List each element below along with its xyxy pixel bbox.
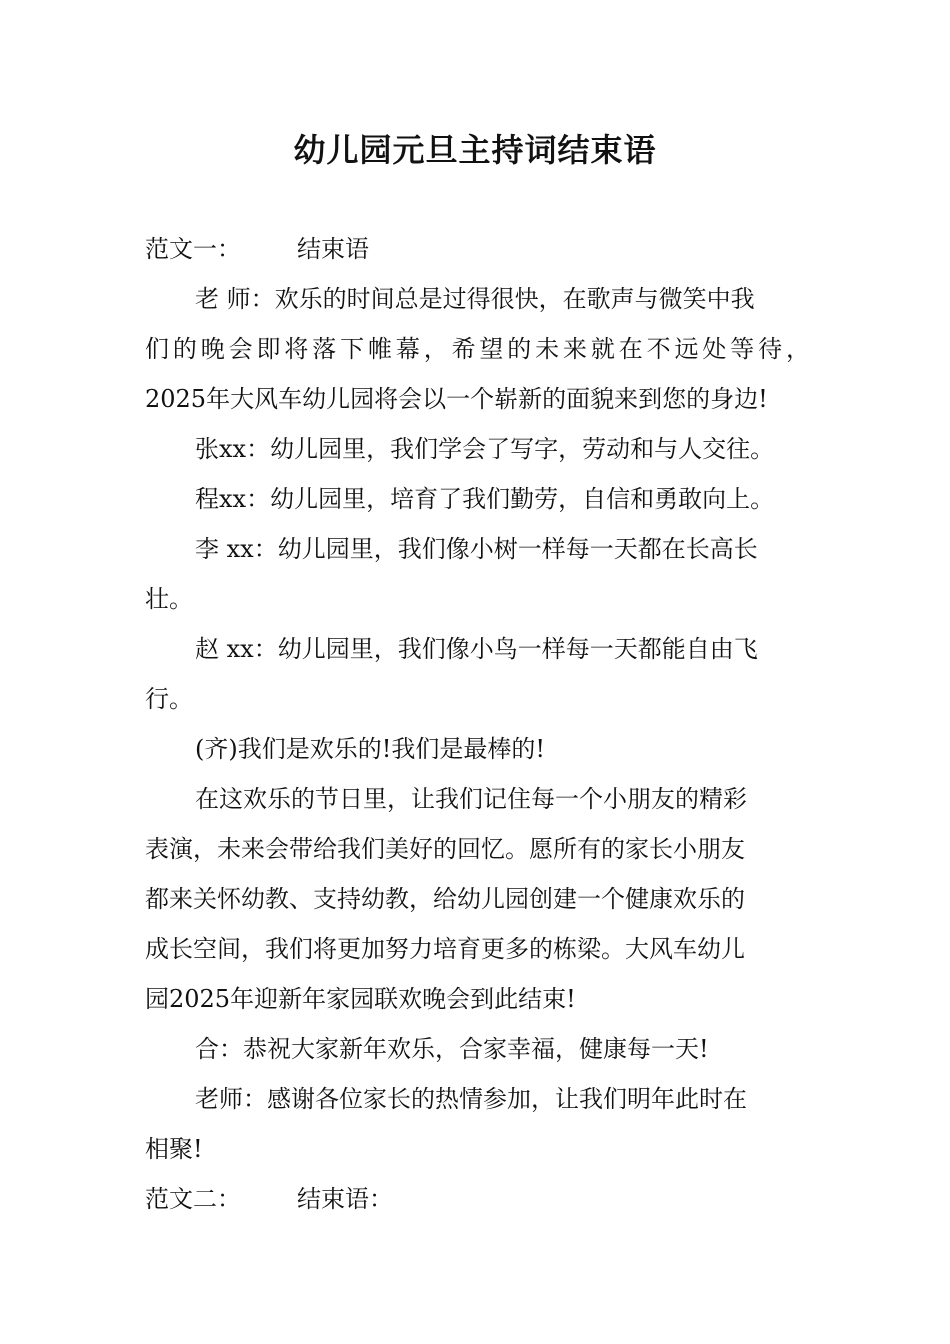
section-heading-2 <box>145 1174 810 1224</box>
paragraph-line: 们的晚会即将落下帷幕，希望的未来就在不远处等待， <box>145 335 810 363</box>
paragraph-line: 张xx：幼儿园里，我们学会了写字，劳动和与人交往。 <box>195 435 775 463</box>
paragraph-line: 壮。 <box>145 585 193 613</box>
paragraph-line: 2025年大风车幼儿园将会以一个崭新的面貌来到您的身边! <box>145 385 768 413</box>
paragraph-line: 合：恭祝大家新年欢乐，合家幸福，健康每一天! <box>195 1035 709 1063</box>
paragraph-line: 园2025年迎新年家园联欢晚会到此结束! <box>145 985 576 1013</box>
section-heading-1 <box>145 224 810 274</box>
paragraph-line: 都来关怀幼教、支持幼教，给幼儿园创建一个健康欢乐的 <box>145 885 745 913</box>
document-body <box>145 224 810 1224</box>
paragraph-line: 李 xx：幼儿园里，我们像小树一样每一天都在长高长 <box>195 535 758 563</box>
paragraph-line: 表演，未来会带给我们美好的回忆。愿所有的家长小朋友 <box>145 835 745 863</box>
paragraph-line: 成长空间，我们将更加努力培育更多的栋梁。大风车幼儿 <box>145 935 745 963</box>
paragraph-line: 老 师：欢乐的时间总是过得很快，在歌声与微笑中我 <box>195 285 755 313</box>
paragraph-line: 赵 xx：幼儿园里，我们像小鸟一样每一天都能自由飞 <box>195 635 758 663</box>
paragraph-line: 行。 <box>145 685 193 713</box>
section-label: 范文一： <box>145 235 241 263</box>
section-title: 结束语 <box>297 235 369 263</box>
paragraph-line: (齐)我们是欢乐的!我们是最棒的! <box>195 735 546 763</box>
paragraph-line: 在这欢乐的节日里，让我们记住每一个小朋友的精彩 <box>195 785 747 813</box>
paragraph-line: 程xx：幼儿园里，培育了我们勤劳，自信和勇敢向上。 <box>195 485 775 513</box>
section-label: 范文二： <box>145 1185 241 1213</box>
section-title: 结束语： <box>297 1185 393 1213</box>
document-title: 幼儿园元旦主持词结束语 <box>293 131 657 169</box>
paragraph-line: 老师：感谢各位家长的热情参加，让我们明年此时在 <box>195 1085 747 1113</box>
paragraph-line: 相聚! <box>145 1135 203 1163</box>
